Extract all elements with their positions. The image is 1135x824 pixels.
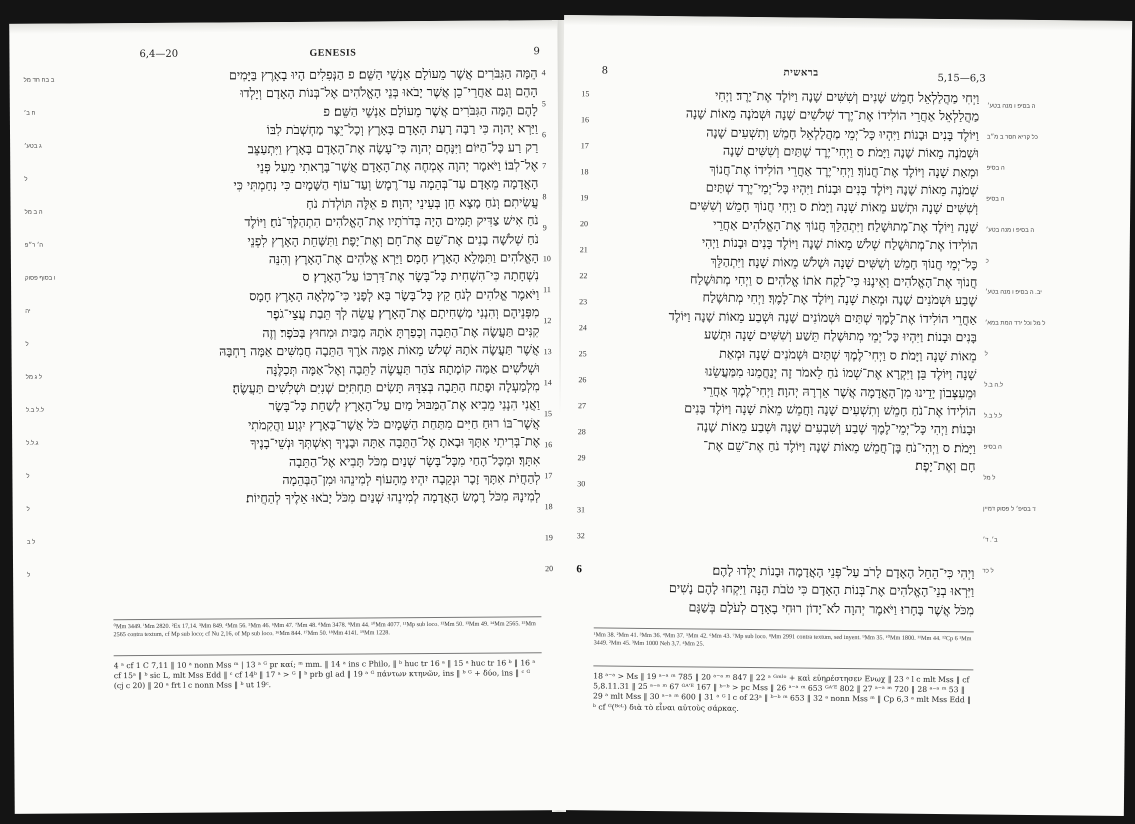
line-number: 16 <box>581 115 590 125</box>
hebrew-line: וּשְׁמֹנֶה מֵאוֹת שָׁנָה וַיָּמֹת׃ ס וַיְחִי־יֶרֶד שְׁתַּיִם וְשִׁשִּׁים שָׁנָה <box>722 142 979 161</box>
left-masora-margin <box>24 77 108 606</box>
line-number: 24 <box>578 323 587 333</box>
hebrew-line: הֵמָּה הַגִּבֹּרִים אֲשֶׁר מֵעוֹלָם אַנְשֵׁי הַשֵּׁם׃ פ הַנְּפִלִים הָיוּ בָאָרֶץ בַּיָּמִים <box>228 65 538 83</box>
masora-note: יה <box>25 308 31 315</box>
masora-note: כ <box>985 258 989 265</box>
right-apparatus-rule <box>593 665 973 670</box>
masora-note: ח ב׳ <box>23 110 36 117</box>
hebrew-line: לְמִינָהּ מִכֹּל רֶמֶשׂ הָאֲדָמָה לְמִינֵהוּ שְׁנַיִם מִכֹּל יָבֹאוּ אֵלֶיךָ לְהַחֲיוֹת׃ <box>246 488 541 506</box>
hebrew-line: מַהֲלַלְאֵל אַחֲרֵי הוֹלִידוֹ אֶת־יֶרֶד שְׁלֹשִׁים שָׁנָה וּשְׁמֹנֶה מֵאוֹת שָׁנָה <box>685 105 980 124</box>
masora-note: ב בח חד מל <box>23 77 55 84</box>
masora-note: ל <box>26 473 30 480</box>
hebrew-line: וַיְהִי כִּי־הֵחֵל הָאָדָם לָרֹב עַל־פְּנֵי הָאֲדָמָה וּבָנוֹת יֻלְּדוּ לָהֶם׃ <box>712 562 975 581</box>
masora-note: ה בסיפ <box>986 165 1005 172</box>
verse-number: 10 <box>542 254 551 264</box>
line-number: 30 <box>577 479 586 489</box>
left-hebrew-text-block <box>110 64 541 509</box>
right-hebrew-text-block <box>595 85 979 475</box>
hebrew-line: וַיָּמֹת׃ ס וַיְהִי־נֹחַ בֶּן־חֲמֵשׁ מֵאוֹת שָׁנָה וַיּוֹלֶד נֹחַ אֶת־שֵׁם אֶת־ <box>703 437 976 456</box>
masora-note: ה בסיפ ו מנה בטע׳ <box>987 103 1036 110</box>
line-number: 29 <box>577 453 586 463</box>
hebrew-line: אֶת־בְּרִיתִי אִתָּךְ וּבָאתָ אֶל־הַתֵּבָה אַתָּה וּבָנֶיךָ וְאִשְׁתְּךָ וּנְשֵׁי־בָנֶיךָ <box>250 433 541 451</box>
left-footnote-rule <box>113 616 541 620</box>
page-shadow <box>9 20 557 34</box>
hebrew-line: וַיִּרְאוּ בְנֵי־הָאֱלֹהִים אֶת־בְּנוֹת הָאָדָם כִּי טֹבֹת הֵנָּה וַיִּקְחוּ לָהֶם נָשִׁים <box>668 580 975 599</box>
masora-note: ה׳ ר״פ <box>24 242 44 249</box>
chapter-6-text-block <box>594 560 975 619</box>
hebrew-line: הָאֱלֹהִים וַתִּמָּלֵא הָאָרֶץ חָמָס׃ וַיַּרְא אֱלֹהִים אֶת־הָאָרֶץ וְהִנֵּה <box>268 249 539 267</box>
verse-number: 5 <box>541 99 546 109</box>
right-header-title: בראשית <box>783 67 819 79</box>
masora-note: ל.ל ב.ל <box>983 413 1003 420</box>
verse-number: 14 <box>543 378 552 388</box>
verse-number: 9 <box>542 223 547 233</box>
verse-number: 18 <box>544 502 553 512</box>
hebrew-line: אֲשֶׁר תַּעֲשֶׂה אֹתָהּ שְׁלֹשׁ מֵאוֹת אַמָּה אֹרֶךְ הַתֵּבָה חֲמִשִּׁים אַמָּה רָחְבָּהּ <box>219 341 540 359</box>
line-number: 21 <box>579 245 588 255</box>
left-header-title: GENESIS <box>309 47 357 59</box>
left-critical-apparatus: 4 ᵃ cf 1 C 7,11 ‖ 10 ᵃ nonn Mss ᵐ | 13 ᵃ ᴳ pr καί; ᵐ mm. ‖ 14 ᵃ ins c Philo, ‖ ᵇ huc tr 16 ᵃ ‖ 15 ᵃ huc tr 16 ᵇ ‖ 16 ᵃ cf 15ᵃ ‖ ᵇ sic L, mlt Mss Edd ‖ ᶜ cf 14ᵇ ‖ 17 ᵃ > ᴳ ‖ ᵇ prb gl ad ‖ 19 ᵃ ᴳ πάντων κτηνῶν, ins ‖ ᵇ ᴳ + δύο, ins ‖ ᶜ ᴳ (cj c 20) ‖ 20 ᵃ frt l c nonn Mss ‖ ᵇ ut 19ᶜ. <box>113 658 536 691</box>
line-number: 17 <box>580 141 589 151</box>
hebrew-line: כָּל־יְמֵי חֲנוֹךְ חָמֵשׁ וְשִׁשִּׁים שָׁנָה וּשְׁלֹשׁ מֵאוֹת שָׁנָה׃ וַיִּתְהַלֵּךְ <box>710 253 978 272</box>
verse-number: 6 <box>542 130 547 140</box>
hebrew-line: נֹחַ שְׁלֹשָׁה בָנִים אֶת־שֵׁם אֶת־חָם וְאֶת־יָפֶת׃ וַתִּשָּׁחֵת הָאָרֶץ לִפְנֵי <box>247 230 539 248</box>
masora-note: ד בסיפ׳ ל פסוק דמיין <box>982 506 1036 514</box>
verse-number: 16 <box>544 440 553 450</box>
right-page <box>556 15 1132 816</box>
line-number: 28 <box>577 427 586 437</box>
right-masora-margin <box>982 103 1075 600</box>
hebrew-line: וַיְחִי מַהֲלַלְאֵל חָמֵשׁ שָׁנִים וְשִׁשִּׁים שָׁנָה וַיּוֹלֶד אֶת־יָרֶד׃ וַיְחִי <box>714 87 980 106</box>
masora-note: ל.ה ב.ל <box>984 382 1004 389</box>
masora-note: ל ג מל <box>25 374 43 381</box>
hebrew-line: אַחֲרֵי הוֹלִידוֹ אֶת־לֶמֶךְ שְׁתַּיִם וּשְׁמוֹנִים שָׁנָה וּשְׁבַע מֵאוֹת שָׁנָה וַיּוֹלֶד <box>668 308 978 327</box>
hebrew-line: וַאֲנִי הִנְנִי מֵבִיא אֶת־הַמַּבּוּל מַיִם עַל־הָאָרֶץ לְשַׁחֵת כָּל־בָּשָׂר <box>268 396 540 414</box>
hebrew-line: וְשִׁשִּׁים שָׁנָה וּתְשַׁע מֵאוֹת שָׁנָה וַיָּמֹת׃ ס וַיְחִי חֲנוֹךְ חָמֵשׁ וְשִׁשִּׁים <box>689 197 979 216</box>
masora-note: ל <box>984 351 988 358</box>
masora-note: ה בסיפ ו מנה בטע׳ <box>985 227 1035 234</box>
right-critical-apparatus: 18 ᵃ⁻ᵃ > Ms ‖ 19 ᵃ⁻ᵃ ᵐ 785 ‖ 20 ᵃ⁻ᵃ ᵐ 847 ‖ 22 ᵃ ᴳᵐˡᵒ + καὶ εὐηρέστησεν Ενωχ ‖ 23 ᵃ l c mlt Mss ‖ cf 5,8.11.31 ‖ 25 ᵃ⁻ᵃ ᵐ 67 ᴳᴬ′ᴱ 167 ‖ ᵇ⁻ᵇ > pc Mss ‖ 26 ᵃ⁻ᵃ ᵐ 653 ᴳᴬ′ᴱ 802 ‖ 27 ᵃ⁻ᵃ ᵐ 720 ‖ 28 ᵃ⁻ᵃ ᵐ 53 ‖ 29 ᵃ mlt Mss ‖ 30 ᵃ⁻ᵃ ᵐ 600 ‖ 31 ᵃ ᴳ l c of 23ᵃ ‖ ᵇ⁻ᵇ ᵐ 653 ‖ 32 ᵃ nonn Mss ᵐ ‖ Cp 6,3 ᵃ mlt Mss Edd ‖ ᵇ cf ᴳ(ᴮᶜᴸ) διὰ τὸ εἶναι αὐτοὺς σάρκας. <box>592 671 972 713</box>
verse-number: 7 <box>542 161 547 171</box>
masora-note: ג בטע׳ <box>24 143 42 150</box>
line-number: 18 <box>580 167 589 177</box>
verse-number: 13 <box>543 347 552 357</box>
line-number: 25 <box>578 349 587 359</box>
left-masora-parva: ⁰Mm 3449. ⁱMm 2820. ²Ex 17,14. ³Mm 849. ⁴Mm 56. ⁵Mm 46. ⁶Mm 47. ⁷Mm 48. ⁸Mm 3478. ⁹Mm 44. ¹⁰Mm 4077. ¹¹Mp sub loco. ¹²Mm 50. ¹³Mm 49. ¹⁴Mm 2565. ¹⁵Mm 2565 contra textum, cf Mp sub loco; cf Nu 2,16, of Mp sub loco. ¹⁶Mm 844. ¹⁷Mm 50. ¹⁸Mm 4141. ¹⁹Mm 1228. <box>113 620 536 639</box>
line-number: 27 <box>578 401 587 411</box>
line-number: 22 <box>579 271 588 281</box>
hebrew-line: מִכֹּל אֲשֶׁר בָּחָרוּ׃ וַיֹּאמֶר יְהוָה לֹא־יָדוֹן רוּחִי בָאָדָם לְעֹלָם בְּשַׁגָּם <box>688 599 975 618</box>
hebrew-line: שֶׁבַע וּשְׁמֹנִים שָׁנָה וּמְאַת שָׁנָה וַיּוֹלֶד אֶת־לָמֶךְ׃ וַיְחִי מְתוּשֶׁלַח <box>702 289 978 308</box>
masora-note: ל <box>26 506 30 513</box>
hebrew-line: וּמֵעִצְּבוֹן יָדֵינוּ מִן־הָאֲדָמָה אֲשֶׁר אֵרְרָהּ יְהוָה׃ וַיְחִי־לֶמֶךְ אַחֲרֵי <box>703 382 977 400</box>
left-page <box>9 20 563 814</box>
hebrew-line: הָהֵם וְגַם אַחֲרֵי־כֵן אֲשֶׁר יָבֹאוּ בְּנֵי הָאֱלֹהִים אֶל־בְּנוֹת הָאָדָם וְיָלְדוּ <box>240 83 538 101</box>
hebrew-line: וַיַּרְא יְהוָה כִּי רַבָּה רָעַת הָאָדָם בָּאָרֶץ וְכָל־יֵצֶר מַחְשְׁבֹת לִבּוֹ <box>266 120 539 138</box>
masora-note: ל.ל ב.ל <box>25 407 45 414</box>
masora-note: כל קריא חסר ב מ״ב <box>986 134 1038 142</box>
hebrew-line: וַיֹּאמֶר אֱלֹהִים לְנֹחַ קֵץ כָּל־בָּשָׂר בָּא לְפָנַי כִּי־מָלְאָה הָאָרֶץ חָמָס <box>249 286 540 304</box>
hebrew-line: וּמְאַת שָׁנָה וַיּוֹלֶד אֶת־חֲנוֹךְ׃ וַיְחִי־יֶרֶד אַחֲרֵי הוֹלִידוֹ אֶת־חֲנוֹךְ <box>709 161 979 180</box>
hebrew-line: שְׁמֹנֶה מֵאוֹת שָׁנָה וַיּוֹלֶד בָּנִים וּבָנוֹת׃ וַיִּהְיוּ כָּל־יְמֵי־יֶרֶד שְׁתַּיִם <box>705 179 979 198</box>
masora-note: ל ב <box>26 539 36 546</box>
verse-number: 20 <box>545 564 554 574</box>
line-number: 15 <box>581 89 590 99</box>
verse-number: 12 <box>543 316 552 326</box>
masora-note: ה בסיפ <box>986 196 1005 203</box>
right-masora-parva: ¹Mm 38. ²Mm 41. ³Mm 36. ⁴Mm 37. ⁵Mm 42. ⁶Mm 43. ⁷Mp sub loco. ⁸Mm 2991 contra textum, sed inyent. ⁹Mm 35. ¹⁰Mm 1800. ¹¹Mm 44. ¹²Cp 6 ¹Mm 3449. ²Mm 45. ³Mm 1000 Neh 3,7. ⁴Mm 25. <box>593 631 972 648</box>
line-number: 23 <box>579 297 588 307</box>
hebrew-line: שָׁנָה וַיּוֹלֶד אֶת־מְתוּשָׁלַח׃ וַיִּתְהַלֵּךְ חֲנוֹךְ אֶת־הָאֱלֹהִים אַחֲרֵי <box>713 216 979 235</box>
hebrew-line: אֲשֶׁר־בּוֹ רוּחַ חַיִּים מִתַּחַת הַשָּׁמָיִם כֹּל אֲשֶׁר־בָּאָרֶץ יִגְוָע׃ וַהֲקִמֹתִי <box>247 414 541 432</box>
hebrew-line: נֹחַ אִישׁ צַדִּיק תָּמִים הָיָה בְּדֹרֹתָיו אֶת־הָאֱלֹהִים הִתְהַלֶּךְ־נֹחַ׃ וַיּוֹלֶד <box>244 212 539 230</box>
masora-note: ל <box>27 572 31 579</box>
hebrew-line: רַק רַע כָּל־הַיּוֹם׃ וַיִּנָּחֶם יְהוָה כִּי־עָשָׂה אֶת־הָאָדָם בָּאָרֶץ וַיִּתְעַצֵּב <box>247 138 539 156</box>
verse-number: 8 <box>542 192 547 202</box>
page-shadow <box>564 15 1132 31</box>
masora-note: ל <box>24 176 28 183</box>
masora-note: ל כד <box>982 568 994 575</box>
hebrew-line: לָהֶם הֵמָּה הַגִּבֹּרִים אֲשֶׁר מֵעוֹלָם אַנְשֵׁי הַשֵּׁם׃ פ <box>323 102 538 119</box>
hebrew-line: וַיּוֹלֶד בָּנִים וּבָנוֹת׃ וַיִּהְיוּ כָּל־יְמֵי מַהֲלַלְאֵל חָמֵשׁ וְתִשְׁעִים שָׁנָה <box>706 124 980 143</box>
left-header-range: 6,4—20 <box>139 48 179 61</box>
hebrew-line: וּשְׁלֹשִׁים אַמָּה קוֹמָתָהּ׃ צֹהַר תַּעֲשֶׂה לַתֵּבָה וְאֶל־אַמָּה תְּכַלֶּנָּה <box>266 359 540 377</box>
hebrew-line: וּבָנוֹת׃ וַיְהִי כָּל־יְמֵי־לֶמֶךְ שֶׁבַע וְשִׁבְעִים שָׁנָה וּשְׁבַע מֵאוֹת שָׁנָה <box>696 418 976 437</box>
line-number: 32 <box>576 531 585 541</box>
right-line-number-column <box>577 89 598 557</box>
masora-note: ל מל <box>983 475 996 482</box>
masora-note: ו בסוף פסוק <box>25 275 56 282</box>
right-header-page-number: 8 <box>601 65 609 77</box>
line-number: 19 <box>580 193 589 203</box>
hebrew-line: שָׁנָה וַיּוֹלֶד בֵּן׃ וַיִּקְרָא אֶת־שְׁמוֹ נֹחַ לֵאמֹר זֶה יְנַחֲמֵנוּ מִמַּעֲשֵׂנוּ <box>705 363 977 382</box>
hebrew-line: הוֹלִידוֹ אֶת־נֹחַ חָמֵשׁ וְתִשְׁעִים שָׁנָה וַחֲמֵשׁ מֵאֹת שָׁנָה וַיּוֹלֶד בָּנִים <box>684 400 977 419</box>
hebrew-line: חָם וְאֶת־יָפֶת׃ <box>915 457 976 474</box>
masora-note: ל מל וכל ירד המת במא׳ <box>984 320 1046 328</box>
masora-note: ב׳. ד׳ <box>982 537 998 544</box>
hebrew-line: לְהַחֲיֹת אִתָּךְ זָכָר וּנְקֵבָה יִהְיוּ׃ מֵהָעוֹף לְמִינֵהוּ וּמִן־הַבְּהֵמָה <box>282 470 541 487</box>
line-number: 31 <box>576 505 586 515</box>
hebrew-line: הָאֲדָמָה מֵאָדָם עַד־בְּהֵמָה עַד־רֶמֶשׂ וְעַד־עוֹף הַשָּׁמָיִם כִּי נִחַמְתִּי כִּי <box>233 175 539 193</box>
verse-number: 4 <box>541 68 546 78</box>
verse-number: 19 <box>544 533 553 543</box>
hebrew-line: מִלְמַעְלָה וּפֶתַח הַתֵּבָה בְּצִדָּהּ תָּשִׂים תַּחְתִּיִּם שְׁנִיִּם וּשְׁלִשִׁים תַּעֲשֶׂהָ׃ <box>232 378 540 396</box>
hebrew-line: בָּנִים וּבָנוֹת׃ וַיִּהְיוּ כָּל־יְמֵי מְתוּשֶׁלַח תֵּשַׁע וְשִׁשִּׁים שָׁנָה וּתְשַׁע <box>704 326 977 345</box>
masora-note: ה בסיפ <box>983 444 1002 451</box>
masora-note: ל <box>25 341 29 348</box>
masora-note: ה ב מל <box>24 209 43 216</box>
verse-number: 17 <box>544 471 553 481</box>
line-number: 20 <box>579 219 589 229</box>
hebrew-line: אִתָּךְ׃ וּמִכָּל־הָחַי מִכָּל־בָּשָׂר שְׁנַיִם מִכֹּל תָּבִיא אֶל־הַתֵּבָה <box>288 451 541 469</box>
hebrew-line: נִשְׁחָתָה כִּי־הִשְׁחִית כָּל־בָּשָׂר אֶת־דַּרְכּוֹ עַל־הָאָרֶץ׃ ס <box>302 267 540 285</box>
hebrew-line: מֵאוֹת שָׁנָה וַיָּמֹת׃ ס וַיְחִי־לֶמֶךְ שְׁתַּיִם וּשְׁמֹנִים שָׁנָה וּמְאַת <box>719 345 977 364</box>
line-number: 26 <box>578 375 587 385</box>
verse-number: 11 <box>543 285 551 295</box>
right-header-range: 5,15—6,3 <box>937 72 986 85</box>
left-verse-number-column <box>542 68 560 595</box>
hebrew-line: עֲשִׂיתִם׃ וְנֹחַ מָצָא חֵן בְּעֵינֵי יְהוָה׃ פ אֵלֶּה תּוֹלְדֹת נֹחַ <box>306 194 539 211</box>
chapter-number: 6 <box>576 563 582 576</box>
hebrew-line: הוֹלִידוֹ אֶת־מְתוּשֶׁלַח שְׁלֹשׁ מֵאוֹת שָׁנָה וַיּוֹלֶד בָּנִים וּבָנוֹת׃ וַיְהִי <box>701 234 978 253</box>
hebrew-line: חֲנוֹךְ אֶת־הָאֱלֹהִים וְאֵינֶנּוּ כִּי־לָקַח אֹתוֹ אֱלֹהִים׃ ס וַיְחִי מְתוּשֶׁלַח <box>689 271 978 290</box>
masora-note: ג.ל.ל <box>26 440 39 447</box>
hebrew-line: אֶל־לִבּוֹ׃ וַיֹּאמֶר יְהוָה אֶמְחֶה אֶת־הָאָדָם אֲשֶׁר־בָּרָאתִי מֵעַל פְּנֵי <box>256 157 539 175</box>
masora-note: יב. ה בסיפ ו מנה בטע׳ <box>985 289 1042 297</box>
verse-number: 15 <box>543 409 553 419</box>
left-page-number: 9 <box>533 46 540 58</box>
hebrew-line: קִנִּים תַּעֲשֶׂה אֶת־הַתֵּבָה וְכָפַרְתָּ אֹתָהּ מִבַּיִת וּמִחוּץ בַּכֹּפֶר׃ וְזֶה <box>262 322 540 340</box>
left-apparatus-rule <box>114 652 542 656</box>
hebrew-line: מִפְּנֵיהֶם וְהִנְנִי מַשְׁחִיתָם אֶת־הָאָרֶץ׃ עֲשֵׂה לְךָ תֵּבַת עֲצֵי־גֹפֶר <box>266 304 540 322</box>
